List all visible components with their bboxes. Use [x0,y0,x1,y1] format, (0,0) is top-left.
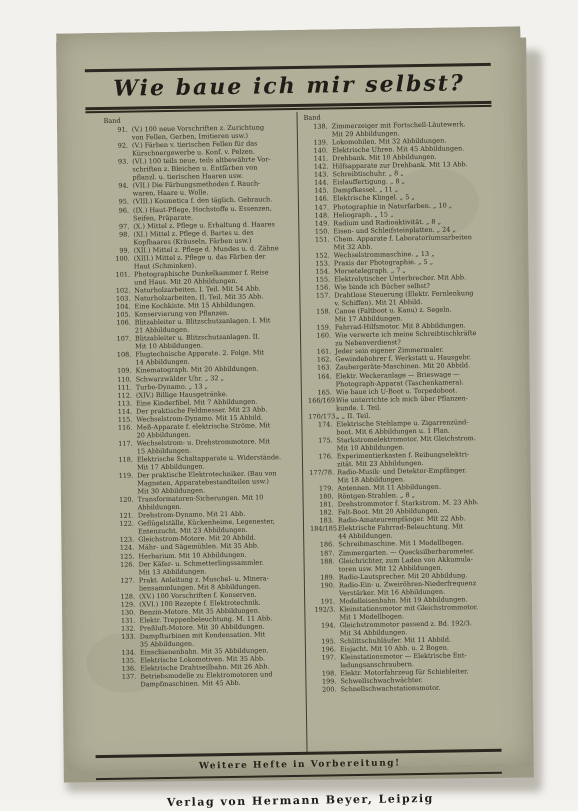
entry-title: Eine Kinderfibel. Mit 7 Abbildungen. [135,397,258,408]
entry-title: Elektrische Stehlampe u. Zigarrenzünd- [336,418,469,429]
entry-title: Wie verwerte ich meine Schreibtischkräfte [334,329,477,340]
entry-title: Photograph-Apparat (Taschenkamera). [335,377,464,388]
entry-number: 93. [117,157,129,166]
entry-title: Radio-Ein- u. Zweiröhren-Niederfrequenz [338,578,477,590]
entry-title: Haut (Schminken). [133,261,197,271]
entry-title: Mit 17 Abbildungen. [136,462,205,472]
entry-number: 116. [117,423,133,432]
entry-number: 126. [120,560,135,569]
entry-number: 109. [116,367,132,376]
entry-title: 15 Abbildungen. [136,446,192,456]
entry-title: Heliograph. „ 15 „ [333,209,394,219]
entry-number: 104. [115,302,131,311]
entry-title: Chem. Apparate f. Laboratoriumsarbeiten [333,232,472,244]
entry-title: 20 Abbildungen. [136,430,191,440]
entry-number: 114. [117,407,133,416]
entry-title: Turbo-Dynamo. „ 13 „ [135,381,208,392]
entry-title: Naturholzarbeiten, I. Teil. Mit 54 Abb. [134,284,261,295]
entry-title: Benzin-Motore. Mit 35 Abbildungen. [139,606,260,617]
entry-title: Praxis der Photographie. „ 5 „ [333,257,434,268]
entry-number: 143. [313,170,329,179]
entry-title: Radio-Lautsprecher. Mit 20 Abbildung. [338,570,468,581]
entry-title: Elektrische Uhren. Mit 45 Abbildungen. [332,144,465,155]
entry-title: Transformatoren-Sicherungen. Mit 10 [137,493,264,504]
entry-title: kunde. I. Teil. [336,403,382,413]
entry-title: boot. Mit 6 Abbildungen u. 1 Plan. [336,426,450,437]
entry-title: Morsetelegraph. „ 7 „ [333,266,406,276]
entry-number: 190. [320,581,335,590]
entry-number: 136. [121,664,137,673]
entry-title: Gleichstrommotor passend z. Bd. 192/3. [339,619,472,630]
entry-title: Eisjacht. Mit 10 Abb. u. 2 Bogen. [339,643,449,654]
entry-title: Schnellschwachstationsmotor. [340,684,441,694]
entry-title: Wie binde ich Bücher selbst? [334,281,431,292]
entry-title: Einschienenbahn. Mit 35 Abbildungen. [139,646,269,657]
entry-title: Elektrische Drahtseilbahn. Mit 26 Abb. [140,662,270,673]
entry-title: Herbarium. Mit 10 Abbildungen. [138,550,247,560]
band-header: Band [103,116,121,125]
entry-title: Entenzucht. Mit 23 Abbildungen. [138,526,248,536]
entry-title: (VI.) 100 teils neue, teils altbewährte Vor- [132,155,271,166]
entry-title: (IX.) Haut-Pflege, Hochstoffe u. Essenzen, [132,203,272,215]
entry-title: Schreibtischuhr. „ 8 „ [332,169,404,179]
entry-title: Wie unterrichte ich mich über Pflanzen- [335,393,469,404]
entry-title: (XIV.) Billige Hausgetränke. [135,389,228,400]
entry-title: Schreibmaschine. Mit 1 Modellbogen. [338,538,464,549]
entry-number: 147. [314,202,330,212]
entry-number: 137. [121,672,137,681]
entry-title: Preßluft-Motore. Mit 30 Abbildungen. [139,622,265,633]
entry-title: Röntgen-Strahlen. „ 8 „ [337,491,416,501]
entry-title: Dampfmaschinen. Mit 45 Abb. [140,679,241,689]
entry-number: 165. [317,387,332,397]
entry-number: 142. [313,162,329,171]
entry-title: zu Nebenverdienst? [335,338,401,348]
entry-title: Elektrolytischer Unterbrecher. Mit Abb. [334,273,467,284]
entry-title: Mit 34 Abbildungen. [339,628,408,638]
entry-number: 187. [319,548,335,558]
entry-title: Wechselstrom- u. Drehstrommotore. Mit [136,437,271,448]
entry-title: (V.) Färben v. tierischen Fellen für das [131,139,258,150]
entry-title: Blitzableiter u. Blitzschutzanlagen. II. [134,332,260,343]
entry-number: 197. [321,653,337,662]
entry-title: Hilfsapparate zur Drehbank. Mit 13 Abb. [332,160,468,171]
entry-number: 117. [118,439,133,448]
entry-title: Wie baue ich U-Boot u. Torpedoboot. [335,386,458,396]
entry-number [112,681,140,689]
entry-title: v. Schiffen). Mit 21 Abbild. [334,298,423,308]
entry-number: 115. [117,415,133,424]
entry-title: Drehstrom-Dynamo. Mit 21 Abb. [137,510,246,520]
entry-number: 164. [317,371,332,381]
entry-number: 108. [116,350,132,360]
entry-number: 163. [316,363,332,373]
entry-title: Drahtlose Steuerung (Elektr. Fernlenkung [334,289,474,300]
entry-title: Mit 10 Abbildungen. [135,341,203,351]
entry-title: Elektrische Klingel. „ 5 „ [332,193,415,203]
catalog-entry [112,678,308,689]
entry-number: 188. [320,556,335,566]
entry-number: 153. [315,259,330,268]
entry-number: 198. [321,669,337,678]
entry-number: 124. [119,544,135,553]
entry-number: 192/3. [314,605,336,614]
entry-number: 112. [117,391,132,400]
entry-title: Blitzableiter u. Blitzschutzanlagen. I. Mit [134,316,271,327]
entry-title: Der praktische Feldmesser. Mit 23 Abb. [136,405,268,416]
entry-title: Dampfkessel. „ 11 „ [332,185,399,195]
entry-title: Antennen. Mit 11 Abbildungen. [337,482,442,493]
entry-title: Elektrische Lokomotiven. Mit 35 Abb. [140,654,266,665]
entry-number: 96. [118,206,130,215]
entry-title: Experimentierkasten f. Reibungselektri- [336,450,470,461]
entry-number: 200. [322,685,337,694]
entry-title: pflanzl. u. tierischen Haaren usw. [132,172,244,182]
entry-number: 106. [116,318,131,327]
entry-title: Mit 17 Abbildungen. [334,314,403,324]
entry-number: 131. [120,616,136,625]
entry-title: Mit 29 Abbildungen. [331,129,400,139]
entry-title: Elektrische Fahrrad-Beleuchtung. Mit [337,522,464,533]
entry-title: Betriebsmodelle zu Elektromotoren und [140,670,273,681]
entry-number: 170/173. [308,412,338,421]
entry-number: 101. [115,270,131,279]
entry-title: Photographie in Naturfarben. „ 10 „ [332,201,453,211]
entry-number: 179. [318,484,334,493]
right-entry-list [304,120,507,694]
entry-number: 135. [121,656,137,665]
entry-number: 128. [120,592,136,601]
entry-title: Falt-Boot. Mit 20 Abbildungen. [337,507,440,517]
entry-title: Starkstromelektromotor. Mit Gleichstrom. [336,434,476,445]
entry-number: 176. [318,452,333,461]
entry-number: 158. [316,307,331,316]
entry-number: 107. [116,334,132,344]
entry-number: 149. [314,219,330,228]
entry-number: 133. [121,632,136,641]
catalog-right-column [304,111,507,694]
entry-title: Kopfhaares (Kräuseln, Färben usw.) [133,236,252,247]
entry-number: 162. [316,355,332,365]
entry-title: Lokomobilen. Mit 32 Abbildungen. [331,136,447,147]
entry-title: Fahrrad-Hilfsmotor. Mit 8 Abbildungen. [334,321,466,332]
entry-title: (XIII.) Mittel z. Pflege u. das Färben der [133,252,266,263]
entry-title: Eislauffertigung. „ 8 „ [332,177,406,187]
entry-number: 196. [321,645,337,654]
entry-title: zität. Mit 23 Abbildungen. [336,458,424,469]
entry-number: 160. [316,331,332,340]
entry-title: Photographische Dunkelkammer f. Reise [133,268,269,279]
entry-title: Mit 10 Abbildungen. [336,443,405,453]
entry-number: 130. [120,608,136,617]
entry-title: Gleichrichter, zum Laden von Akkumula- [338,554,474,565]
entry-title: Schlittschuhläufer. Mit 11 Abbild. [339,635,452,646]
entry-number: 105. [116,310,131,319]
entry-title: (V.) 100 neue Vorschriften z. Zurichtung [131,123,265,134]
entry-number: 195. [321,637,336,646]
entry-title: Magneten, Apparatebestandteilen usw.) [137,477,270,488]
entry-title: 35 Abbildungen. [139,639,195,649]
entry-title: und Haus. Mit 20 Abbildungen. [134,276,238,287]
entry-number: 182. [319,508,334,517]
entry-number: 119. [118,471,134,480]
entry-number: 184/185. [309,524,340,534]
left-entry-list [104,123,309,689]
entry-number: 118. [118,455,133,464]
entry-title: 14 Abbildungen. [135,358,190,367]
entry-number: 94. [118,181,129,191]
entry-title: Gewindebohrer f. Werkstatt u. Hausgebr. [335,353,472,364]
entry-number: 129. [120,600,136,609]
entry-title: (XV.) 100 Vorschriften f. Konserven. [139,590,257,601]
entry-number: 122. [119,519,135,529]
entry-title: Modelleisenbahn. Mit 19 Abbildungen. [339,595,468,606]
entry-title: Konservierung von Pflanzen. [134,309,230,319]
entry-number: 174. [317,420,333,429]
entry-number: 145. [314,186,329,196]
entry-number: 99. [119,246,130,255]
entry-number: 189. [320,573,335,582]
booklet-back-cover [56,26,532,810]
entry-title: Kürschnergewerbe u. Konf. v. Pelzen. [132,147,256,158]
page-title: Wie baue ich mir selbst? [113,70,466,102]
entry-title: (XI.) Mittel z. Pflege d. Bartes u. des [133,228,254,239]
entry-title: Schwarzwälder Uhr. „ 32 „ [135,373,224,383]
entry-title: Seifen, Präparate. [133,213,194,223]
entry-number: 157. [315,291,331,300]
entry-number: 150. [314,227,330,236]
catalog-left-column [104,114,309,689]
entry-title: Der Käfer- u. Schmetterlingssammler. [138,558,264,569]
entry-title: Eisen- und Schleifsteinplatten. „ 24 „ [333,225,456,236]
entry-number: 194. [321,621,336,630]
entry-title: schriften z. Bleichen u. Entfärben von [132,163,258,174]
entry-title: (XII.) Mittel z. Pflege d. Mundes u. d. Zähne [133,243,279,255]
entry-title: von Fellen, Gerben, Imitieren usw.) [131,131,249,142]
entry-number: 181. [319,500,334,509]
entry-title: Drehbank. Mit 10 Abbildungen. [332,152,437,163]
entry-title: (X.) Mittel z. Pflege u. Erhaltung d. Haares [133,219,275,231]
entry-number: 110. [117,375,132,384]
entry-title: Zaubergeräte-Maschinen. Mit 20 Abbild. [335,361,471,372]
entry-title: Naturholzarbeiten, II. Teil. Mit 35 Abb. [134,292,264,303]
entry-title: Mit 18 Abbildungen. [337,475,406,485]
footer-note: Weitere Hefte in Vorbereitung! [198,758,401,772]
publisher-imprint: Verlag von Hermann Beyer, Leipzig [166,791,434,810]
entry-title: Elektrische Schaltapparate u. Widerstände. [136,453,282,464]
entry-title: Geflügelställe, Kückenheime, Legenester, [137,517,275,528]
entry-number: 132. [121,624,136,633]
entry-title: 21 Abbildungen. [134,325,190,335]
entry-number: 144. [314,178,329,188]
entry-title: Kinematograph. Mit 20 Abbildungen. [135,365,259,375]
entry-title: Radio-Musik- und Detektor-Empfänger. [337,466,467,477]
entry-title: Der praktische Elektrotechniker. (Bau von [137,469,277,480]
entry-number: 141. [313,154,329,163]
entry-number: 103. [115,294,131,303]
entry-title: Zimmergarten. — Quecksilberbarometer. [338,546,475,557]
entry-title: ladungsanschraubern. [340,660,414,670]
entry-number: 177/78. [309,468,335,477]
entry-title: Elektr. Treppenbeleuchtung. M. 11 Abb. [139,614,273,625]
entry-number: 120. [119,495,134,504]
entry-number: 91. [117,125,128,134]
entry-title: liensammlungen. Mit 8 Abbildungen. [138,582,262,593]
entry-number: 161. [316,347,332,356]
entry-number: 138. [313,122,328,131]
entry-number: 166/169. [307,395,338,405]
entry-title: waren, Haare u. Wolle. [132,188,209,198]
entry-number: 102. [115,286,131,295]
entry-number: 92. [117,141,129,150]
entry-number: 183. [319,516,334,525]
entry-number: 146. [314,194,329,204]
catalog-entry [313,683,507,694]
entry-number: 123. [119,535,135,545]
entry-title: Elektr. Motorfahrzeug für Schiebleiter. [340,667,469,678]
entry-number: 159. [316,323,331,332]
entry-number: 125. [119,552,135,561]
entry-title: Gleichstrom-Motore. Mit 20 Abbild. [138,534,256,544]
entry-title: Mit 32 Abb. [333,242,373,252]
entry-number: 175. [318,436,333,445]
entry-title: Mähr- und Sägemühlen. Mit 35 Abb. [138,542,260,552]
entry-number: 199. [321,677,337,686]
entry-title: Meß-Apparate f. elektrische Ströme. Mit [136,421,271,432]
entry-title: Jeder sein eigener Zimmermaler. [335,346,444,356]
entry-number: 134. [121,648,137,657]
entry-title: 44 Abbildungen. [338,531,393,541]
entry-title: Radio-Amateurempfänger. Mit 22 Abb. [337,514,466,525]
entry-title: (VII.) Die Färbungsmethoden f. Rauch- [132,179,261,190]
entry-title: Zimmerzeiger mit Fortschell-Läutewerk. [331,120,466,131]
entry-number: 186. [319,540,335,550]
entry-title: Wechselstrommaschine. „ 13 „ [333,249,435,260]
entry-title: Verstärker. Mit 16 Abbildungen. [338,587,446,598]
entry-title: Mit 13 Abbildungen. [138,567,207,577]
entry-title: Elektr. Weckeranlage — Brieswage — [335,369,460,380]
entry-number: 191. [320,597,336,606]
entry-title: Dampfturbinen mit Kondensation. Mit [139,630,266,641]
entry-number: 152. [315,251,330,260]
entry-number: 121. [119,511,134,521]
entry-number: 151. [314,235,330,244]
entry-number: 148. [314,210,330,220]
entry-title: Mit 30 Abbildungen. [137,486,206,496]
entry-title: (VIII.) Kosmetica f. den täglich. Gebrauch. [132,195,273,206]
entry-number: 139. [313,138,329,147]
entry-title: Kleinstationsmotor mit Gleichstrommotor. [339,602,479,614]
entry-title: Flugtechnische Apparate. 2. Folge. Mit [135,348,265,359]
entry-title: Prakt. Anleitung z. Muschel- u. Minera- [138,574,270,585]
entry-title: Radium und Radioaktivität. „ 8 „ [333,217,442,227]
entry-number: 156. [315,283,331,292]
entry-title: „ „ II. Teil. [336,411,371,421]
entry-number: 113. [117,399,133,408]
entry-title: Mit 1 Modellbogen. [339,612,405,622]
entry-title: Eine Kochkiste. Mit 15 Abbildungen. [134,300,256,311]
entry-title: Schwellschwachwächter. [340,676,423,686]
entry-title: Kleinstationsmotor — Elektrische Ent- [340,651,467,662]
entry-number: 111. [117,383,132,392]
entry-number: 140. [313,146,329,155]
entry-title: toren usw. Mit 12 Abbildungen. [338,563,443,573]
entry-title: Drehstrommotor f. Starkstrom. M. 23 Abb. [337,498,479,509]
entry-number: 97. [118,222,130,231]
entry-number: 180. [318,492,334,501]
entry-number: 100. [115,254,130,263]
entry-number: 127. [120,576,135,585]
entry-title: (XVI.) 100 Rezepte f. Elektrotechnik. [139,598,261,609]
entry-number: 98. [118,230,130,239]
entry-title: Canoe (Faltboot u. Kanu) z. Segeln. [334,305,452,316]
entry-title: Abbildungen. [137,503,182,512]
entry-title: Wechselstrom-Dynamo. Mit 15 Abbild. [136,413,263,424]
entry-number: 155. [315,275,331,284]
band-header: Band [303,113,321,122]
entry-number: 95. [118,198,129,207]
entry-number: 154. [315,267,331,276]
